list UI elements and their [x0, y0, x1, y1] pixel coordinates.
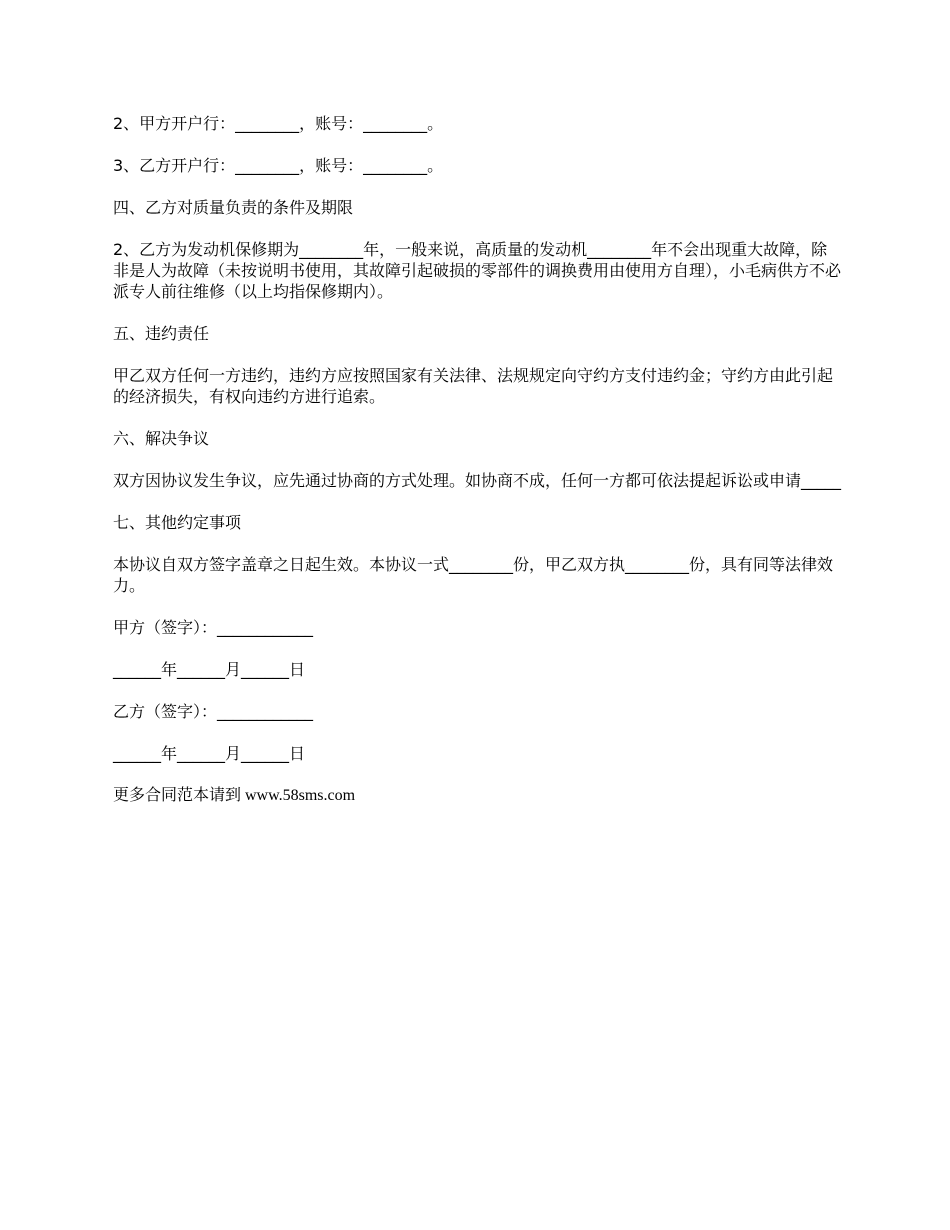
party-b-signature-line: 乙方（签字）：____________ — [113, 702, 314, 721]
section-heading-dispute: 六、解决争议 — [113, 429, 210, 448]
clause-dispute: 双方因协议发生争议，应先通过协商的方式处理。如协商不成，任何一方都可依法提起诉讼或申请_____ — [113, 471, 842, 490]
party-b-date-line: ______年______月______日 — [113, 744, 306, 763]
clause-party-b-bank: 3、乙方开户行：________，账号：________。 — [113, 156, 444, 175]
party-a-date-line: ______年______月______日 — [113, 660, 306, 679]
section-heading-liability: 五、违约责任 — [113, 324, 210, 343]
clause-effective: 本协议自双方签字盖章之日起生效。本协议一式________份，甲乙双方执________份，具有同等法律效力。 — [113, 555, 834, 595]
clause-liability: 甲乙双方任何一方违约，违约方应按照国家有关法律、法规规定向守约方支付违约金；守约方由此引起的经济损失，有权向违约方进行追索。 — [113, 366, 834, 406]
clause-party-a-bank: 2、甲方开户行：________，账号：________。 — [113, 114, 444, 133]
footer-more-templates: 更多合同范本请到 www.58sms.com — [113, 787, 356, 804]
document-body — [113, 113, 841, 827]
party-a-signature-line: 甲方（签字）：____________ — [113, 618, 314, 637]
section-heading-quality: 四、乙方对质量负责的条件及期限 — [113, 198, 354, 217]
clause-warranty: 2、乙方为发动机保修期为________年，一般来说，高质量的发动机________年不会出现重大故障，除非是人为故障（未按说明书使用，其故障引起破损的零部件的调换费用由使用方自理），小毛病供方不必派专人前往维修（以上均指保修期内）。 — [113, 240, 842, 301]
section-heading-other: 七、其他约定事项 — [113, 513, 242, 532]
